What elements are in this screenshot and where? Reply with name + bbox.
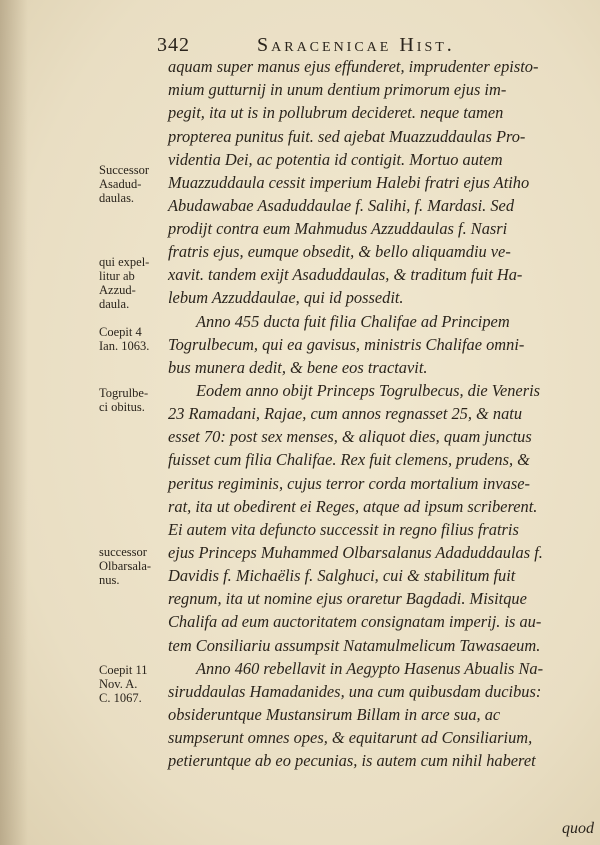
text-line: prodijt contra eum Mahmudus Azzuddaulas f. Nasri xyxy=(168,219,508,238)
text-line: Muazzuddaula cessit imperium Halebi fratri ejus Atiho xyxy=(168,173,530,192)
catch-word: quod xyxy=(562,820,594,837)
page-header xyxy=(147,34,567,58)
margin-note xyxy=(99,325,149,353)
text-line: fuisset cum filia Chalifae. Rex fuit clemens, prudens, & xyxy=(168,450,530,469)
margin-note xyxy=(99,663,148,705)
margin-note-line: daula. xyxy=(99,297,130,311)
margin-note-line: C. 1067. xyxy=(99,691,142,705)
margin-note xyxy=(99,386,148,414)
margin-note-line: qui expel- xyxy=(99,255,150,269)
text-line: petieruntque ab eo pecunias, is autem cum nihil haberet xyxy=(168,751,536,770)
margin-note-line: ci obitus. xyxy=(99,400,145,414)
text-line: pegit, ita ut is in pollubrum decideret. neque tamen xyxy=(168,103,504,122)
text-line: obsideruntque Mustansirum Billam in arce sua, ac xyxy=(168,705,501,724)
margin-note xyxy=(99,545,151,587)
text-line: Togrulbecum, qui ea gavisus, ministris Chalifae omni- xyxy=(168,335,525,354)
text-line: Anno 460 rebellavit in Aegypto Hasenus Abualis Na- xyxy=(196,659,544,678)
text-line: sumpserunt omnes opes, & equitarunt ad Consiliarium, xyxy=(168,728,533,747)
margin-note-line: daulas. xyxy=(99,191,135,205)
text-line: xavit. tandem exijt Asaduddaulas, & traditum fuit Ha- xyxy=(168,265,523,284)
margin-note-line: Coepit 11 xyxy=(99,663,148,677)
margin-note-line: Asadud- xyxy=(99,177,142,191)
text-line: Davidis f. Michaëlis f. Salghuci, cui & stabilitum fuit xyxy=(168,566,516,585)
text-line: tem Consiliariu assumpsit Natamulmelicum Tawasaeum. xyxy=(168,636,541,655)
text-line: peritus regiminis, cujus terror corda mortalium invase- xyxy=(168,474,530,493)
margin-note xyxy=(99,163,149,205)
text-line: ejus Princeps Muhammed Olbarsalanus Adaduddaulas f. xyxy=(168,543,543,562)
margin-note-line: Successor xyxy=(99,163,149,177)
margin-note-line: nus. xyxy=(99,573,120,587)
text-line: mium gutturnij in unum dentium primorum ejus im- xyxy=(168,80,507,99)
margin-note-line: successor xyxy=(99,545,147,559)
text-line: Eodem anno obijt Princeps Togrulbecus, die Veneris xyxy=(196,381,541,400)
text-line: aquam super manus ejus effunderet, imprudenter episto- xyxy=(168,57,539,76)
text-line: 23 Ramadani, Rajae, cum annos regnasset 25, & natu xyxy=(168,404,523,423)
text-line: regnum, ita ut nomine ejus oraretur Bagdadi. Misitque xyxy=(168,589,527,608)
margin-note-line: Nov. A. xyxy=(99,677,138,691)
running-title: Saracenicae Hist. xyxy=(257,34,455,56)
text-line: Ei autem vita defuncto successit in regno filius fratris xyxy=(168,520,519,539)
text-line: rat, ita ut obedirent ei Reges, atque ad ipsum scriberent. xyxy=(168,497,538,516)
text-line: Abudawabae Asaduddaulae f. Salihi, f. Mardasi. Sed xyxy=(168,196,515,215)
text-line: lebum Azzuddaulae, qui id possedit. xyxy=(168,288,404,307)
text-line: propterea punitus fuit. sed ajebat Muazzuddaulas Pro- xyxy=(168,127,526,146)
margin-note-line: Olbarsala- xyxy=(99,559,152,573)
margin-note-line: Coepit 4 xyxy=(99,325,142,339)
spine-shadow xyxy=(0,0,28,845)
margin-note xyxy=(99,255,149,311)
text-line: Chalifa ad eum auctoritatem consignatam imperij. is au- xyxy=(168,612,542,631)
margin-note-line: Ian. 1063. xyxy=(99,339,150,353)
page-number: 342 xyxy=(157,34,190,56)
text-line: fratris ejus, eumque obsedit, & bello aliquamdiu ve- xyxy=(168,242,511,261)
text-line: videntia Dei, ac potentia id contigit. Mortuo autem xyxy=(168,150,503,169)
margin-note-line: litur ab xyxy=(99,269,135,283)
margin-note-line: Azzud- xyxy=(99,283,136,297)
text-line: siruddaulas Hamadanides, una cum quibusdam ducibus: xyxy=(168,682,542,701)
text-line: Anno 455 ducta fuit filia Chalifae ad Principem xyxy=(196,312,510,331)
text-line: bus munera dedit, & bene eos tractavit. xyxy=(168,358,428,377)
text-line: esset 70: post sex menses, & aliquot dies, quam junctus xyxy=(168,427,532,446)
margin-note-line: Togrulbe- xyxy=(99,386,149,400)
